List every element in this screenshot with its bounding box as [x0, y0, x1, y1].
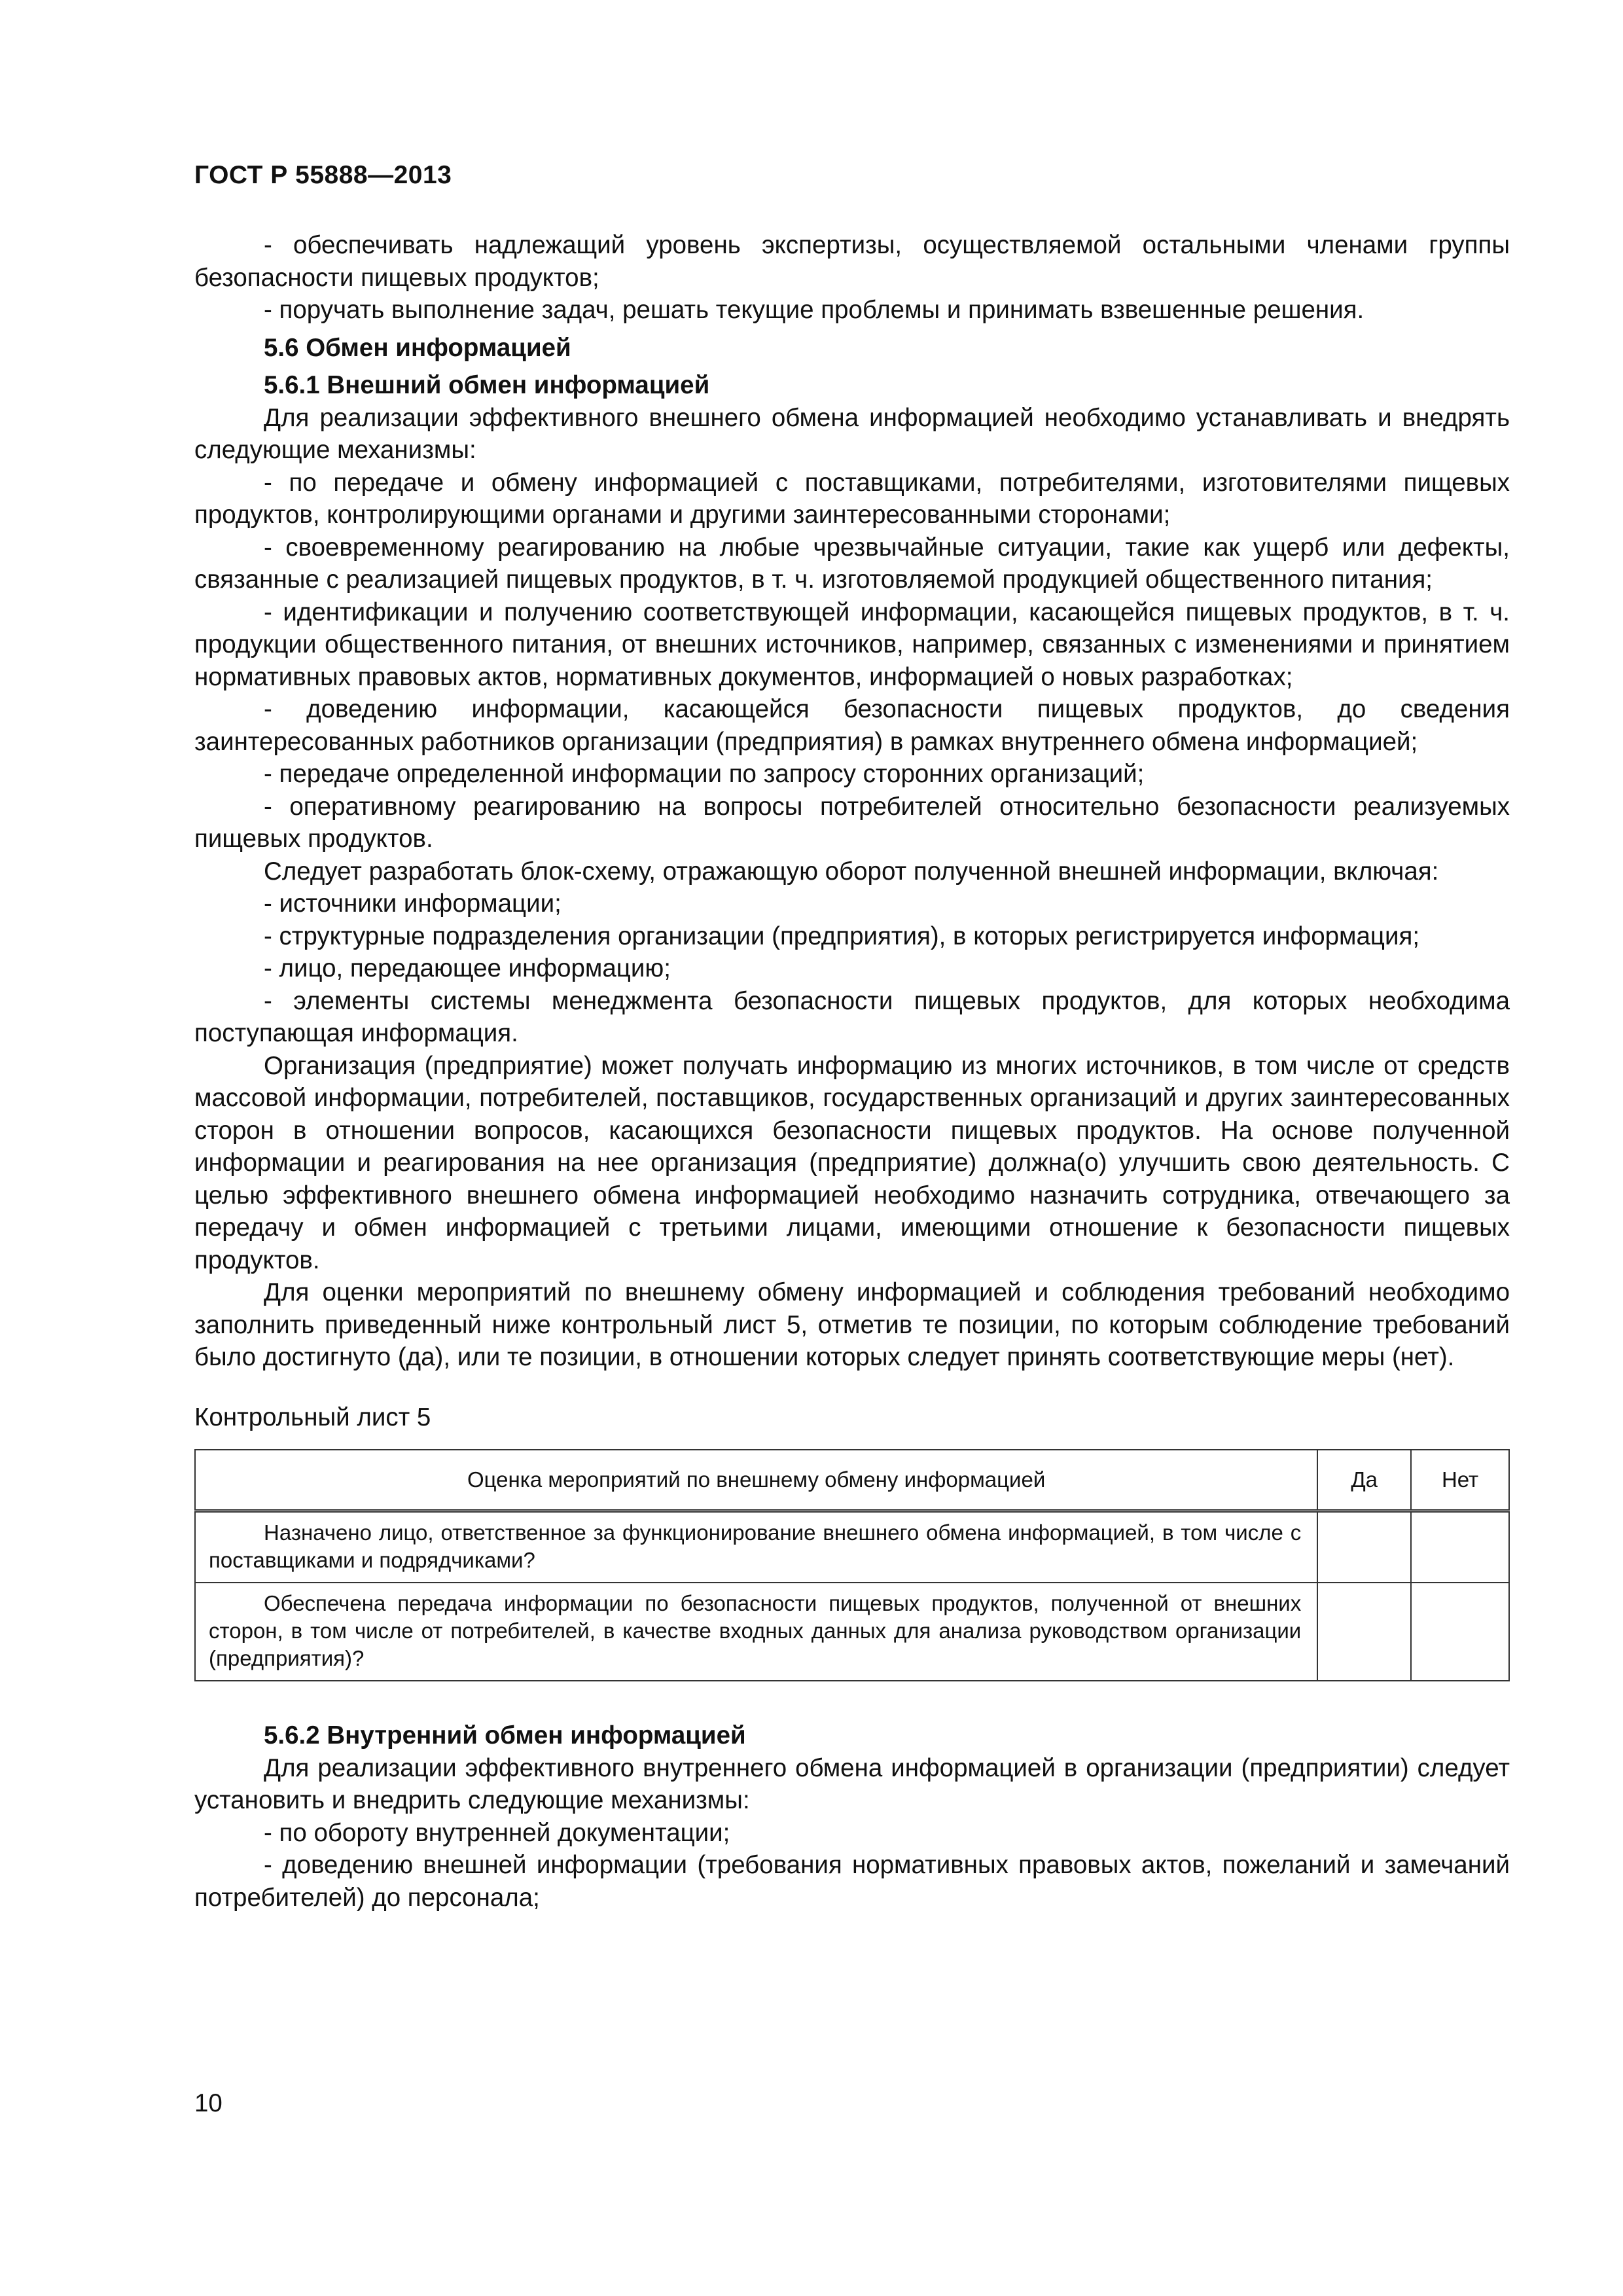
paragraph: - идентификации и получению соответствующей информации, касающейся пищевых продуктов, в т. ч. продукции общественного питания, от внешних источников, например, связанных с изменениями и принятием нормативных правовых актов, нормативных документов, информацией о новых разработках;: [194, 598, 1510, 691]
paragraph: - передаче определенной информации по запросу сторонних организаций;: [264, 760, 1145, 788]
paragraph: - доведению информации, касающейся безопасности пищевых продуктов, до сведения заинтересованных работников организации (предприятия) в рамках внутреннего обмена информацией;: [194, 695, 1510, 756]
checklist-table: [194, 1449, 1510, 1681]
paragraph: Следует разработать блок-схему, отражающую оборот полученной внешней информации, включая:: [264, 857, 1439, 886]
paragraph: - лицо, передающее информацию;: [264, 954, 671, 982]
checklist-header-yes: Да: [1317, 1450, 1411, 1511]
checklist-header-question: Оценка мероприятий по внешнему обмену информацией: [195, 1450, 1317, 1511]
paragraph: - поручать выполнение задач, решать текущие проблемы и принимать взвешенные решения.: [264, 296, 1364, 324]
checklist-header-no: Нет: [1411, 1450, 1509, 1511]
checklist-title: Контрольный лист 5: [194, 1403, 431, 1431]
section-heading-5-6-1: 5.6.1 Внешний обмен информацией: [264, 371, 710, 399]
checklist-question: Обеспечена передача информации по безопасности пищевых продуктов, полученной от внешних сторон, в том числе от потребителей, в качестве входных данных для анализа руководством организации (предприятия)?: [195, 1583, 1317, 1681]
checklist-header-row: [195, 1450, 1509, 1511]
paragraph: - обеспечивать надлежащий уровень экспертизы, осуществляемой остальными членами группы безопасности пищевых продуктов;: [194, 231, 1510, 292]
checklist-no-cell[interactable]: [1411, 1511, 1509, 1583]
table-row: [195, 1583, 1509, 1681]
paragraph: - элементы системы менеджмента безопасности пищевых продуктов, для которых необходима поступающая информация.: [194, 986, 1510, 1047]
table-row: [195, 1511, 1509, 1583]
paragraph: - доведению внешней информации (требования нормативных правовых актов, пожеланий и замечаний потребителей) до персонала;: [194, 1851, 1510, 1912]
section-heading-5-6: 5.6 Обмен информацией: [264, 333, 571, 362]
paragraph: - своевременному реагированию на любые чрезвычайные ситуации, такие как ущерб или дефекты, связанные с реализацией пищевых продуктов, в т. ч. изготовляемой продукцией общественного питания;: [194, 533, 1510, 594]
paragraph: Для оценки мероприятий по внешнему обмену информацией и соблюдения требований необходимо заполнить приведенный ниже контрольный лист 5, отметив те позиции, по которым соблюдение требований было достигнуто (да), или те позиции, в отношении которых следует принять соответствующие меры (нет).: [194, 1278, 1510, 1371]
section-heading-5-6-2: 5.6.2 Внутренний обмен информацией: [264, 1721, 746, 1749]
document-body: [194, 229, 1510, 1914]
checklist-question: Назначено лицо, ответственное за функционирование внешнего обмена информацией, в том числе с поставщиками и подрядчиками?: [195, 1511, 1317, 1583]
checklist-yes-cell[interactable]: [1317, 1511, 1411, 1583]
paragraph: - структурные подразделения организации (предприятия), в которых регистрируется информация;: [264, 922, 1420, 950]
paragraph: Для реализации эффективного внешнего обмена информацией необходимо устанавливать и внедрять следующие механизмы:: [194, 403, 1510, 464]
checklist-yes-cell[interactable]: [1317, 1583, 1411, 1681]
document-header: ГОСТ Р 55888—2013: [194, 161, 452, 189]
paragraph: - по передаче и обмену информацией с поставщиками, потребителями, изготовителями пищевых продуктов, контролирующими органами и другими заинтересованными сторонами;: [194, 468, 1510, 529]
paragraph: Для реализации эффективного внутреннего обмена информацией в организации (предприятии) следует установить и внедрить следующие механизмы:: [194, 1753, 1510, 1814]
paragraph: - источники информации;: [264, 889, 562, 918]
checklist-no-cell[interactable]: [1411, 1583, 1509, 1681]
paragraph: Организация (предприятие) может получать информацию из многих источников, в том числе от средств массовой информации, потребителей, поставщиков, государственных организаций и других заинтересованных сторон в отношении вопросов, касающихся безопасности пищевых продуктов. На основе полученной информации и реагирования на нее организация (предприятие) должна(о) улучшить свою деятельность. С целью эффективного внешнего обмена информацией необходимо назначить сотрудника, отвечающего за передачу и обмен информацией с третьими лицами, имеющими отношение к безопасности пищевых продуктов.: [194, 1051, 1510, 1274]
paragraph: - оперативному реагированию на вопросы потребителей относительно безопасности реализуемых пищевых продуктов.: [194, 792, 1510, 853]
paragraph: - по обороту внутренней документации;: [264, 1818, 730, 1847]
page-number: 10: [194, 2089, 223, 2117]
